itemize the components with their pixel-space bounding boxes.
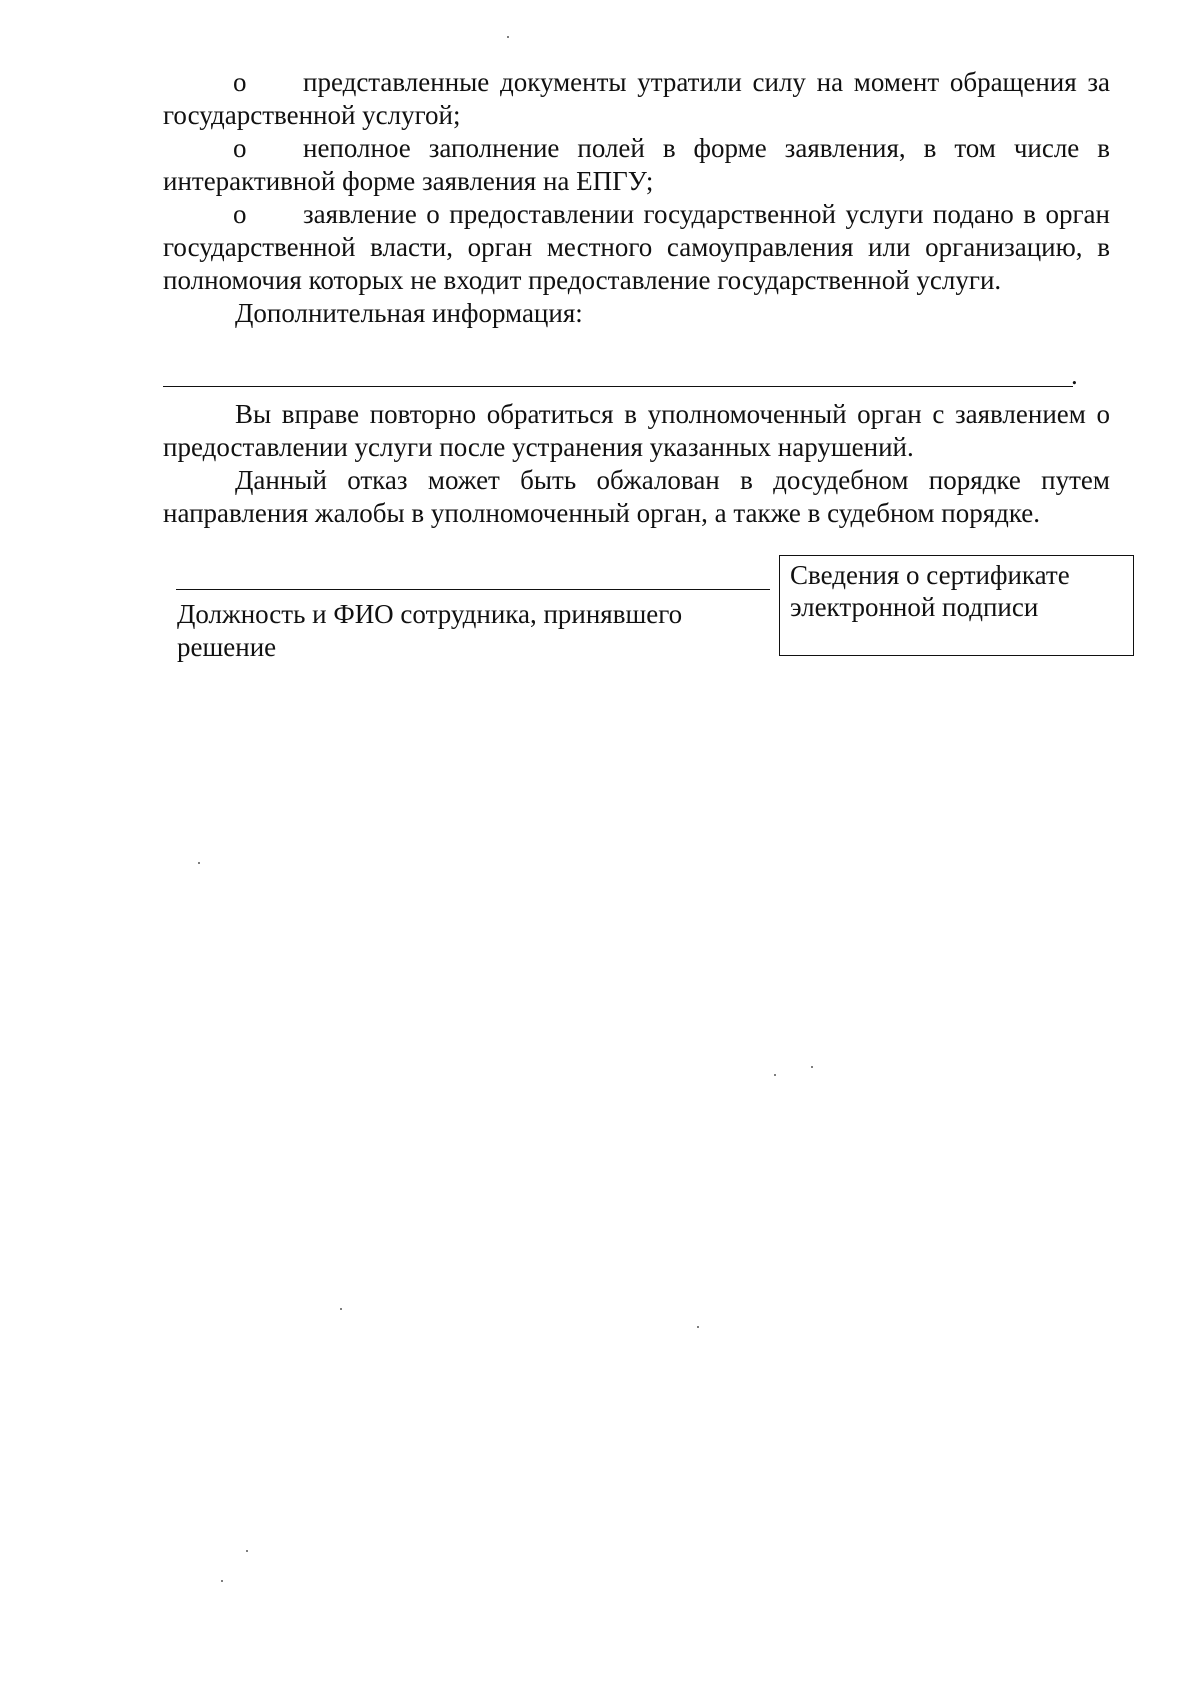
bullet-marker: o [233,67,247,97]
scan-speck [221,1580,223,1582]
certificate-box: Сведения о сертификате электронной подписи [779,555,1134,656]
additional-info-line-end: . [1071,360,1078,390]
bullet-marker: o [233,199,247,229]
signature-line [176,589,770,590]
appeal-paragraph: Данный отказ может быть обжалован в досудебном порядке путем направления жалобы в уполномоченный орган, а также в судебном порядке. [163,465,1110,528]
bullet-item [163,132,1110,198]
bullet-marker: o [233,133,247,163]
scan-speck [774,1074,776,1076]
body-paragraphs [163,398,1110,530]
bullet-text: заявление о предоставлении государственной услуги подано в орган государственной власти, орган местного самоуправления или организацию, в полномочия которых не входит предоставление государственной услуги. [163,199,1110,295]
scan-speck [246,1550,248,1552]
scan-speck [697,1326,699,1328]
bullet-item [163,198,1110,297]
bullet-item [163,66,1110,132]
scan-speck [507,36,509,38]
scan-speck [340,1308,342,1310]
signature-caption: Должность и ФИО сотрудника, принявшего решение [177,599,683,662]
scan-speck [811,1066,813,1068]
reapply-paragraph: Вы вправе повторно обратиться в уполномоченный орган с заявлением о предоставлении услуги после устранения указанных нарушений. [163,399,1110,462]
bullet-text: представленные документы утратили силу на момент обращения за государственной услугой; [163,67,1110,130]
bullet-list [163,66,1110,330]
additional-info-blank-line [163,386,1073,387]
scan-speck [198,862,200,864]
additional-info-label: Дополнительная информация: [235,298,583,328]
bullet-text: неполное заполнение полей в форме заявления, в том числе в интерактивной форме заявления на ЕПГУ; [163,133,1110,196]
